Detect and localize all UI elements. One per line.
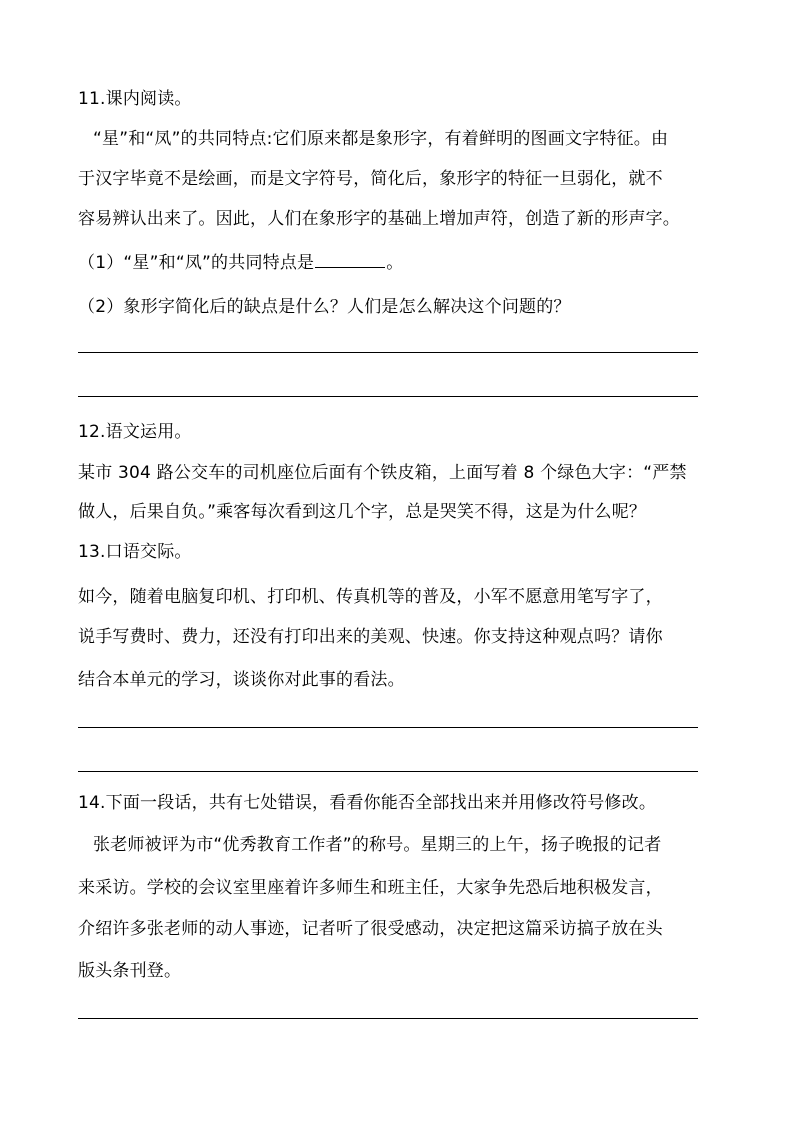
q11-sub1 — [78, 251, 403, 275]
q13-heading: 13.口语交际。 — [78, 542, 192, 562]
q14-passage-line-2: 来采访。学校的会议室里座着许多师生和班主任，大家争先恐后地积极发言， — [78, 878, 663, 898]
q12-heading: 12.语文运用。 — [78, 422, 192, 442]
q11-answer-line-1[interactable] — [78, 352, 698, 353]
q11-sub2: （2）象形字简化后的缺点是什么？人们是怎么解决这个问题的？ — [78, 297, 571, 317]
q14-passage-line-1: 张老师被评为市“优秀教育工作者”的称号。星期三的上午，扬子晚报的记者 — [93, 835, 662, 855]
q14-passage-line-3: 介绍许多张老师的动人事迹，记者听了很受感动，决定把这篇采访搞子放在头 — [78, 919, 663, 939]
q11-answer-line-2[interactable] — [78, 396, 698, 397]
q11-passage-line-1: “星”和“凤”的共同特点:它们原来都是象形字，有着鲜明的图画文字特征。由 — [93, 129, 669, 149]
q14-heading: 14.下面一段话，共有七处错误，看看你能否全部找出来并用修改符号修改。 — [78, 793, 657, 813]
q12-line-2: 做人，后果自负。”乘客每次看到这几个字，总是哭笑不得，这是为什么呢？ — [78, 502, 647, 522]
q13-line-1: 如今，随着电脑复印机、打印机、传真机等的普及，小军不愿意用笔写字了， — [78, 587, 663, 607]
q11-passage-line-3: 容易辨认出来了。因此，人们在象形字的基础上增加声符，创造了新的形声字。 — [78, 209, 680, 229]
q12-line-1: 某市 304 路公交车的司机座位后面有个铁皮箱，上面写着 8 个绿色大字：“严禁 — [78, 463, 687, 483]
q11-sub1-end: 。 — [386, 253, 404, 273]
q14-passage-line-4: 版头条刊登。 — [78, 961, 182, 981]
q11-sub1-text: （1）“星”和“凤”的共同特点是 — [78, 253, 315, 273]
q13-line-2: 说手写费时、费力，还没有打印出来的美观、快速。你支持这种观点吗？请你 — [78, 627, 663, 647]
q11-heading: 11.课内阅读。 — [78, 89, 192, 109]
q13-answer-line-1[interactable] — [78, 727, 698, 728]
q13-line-3: 结合本单元的学习，谈谈你对此事的看法。 — [78, 670, 405, 690]
q13-answer-line-2[interactable] — [78, 771, 698, 772]
q11-sub1-blank[interactable] — [315, 251, 385, 268]
q14-answer-line[interactable] — [78, 1018, 698, 1019]
q11-passage-line-2: 于汉字毕竟不是绘画，而是文字符号，简化后，象形字的特征一旦弱化，就不 — [78, 169, 663, 189]
